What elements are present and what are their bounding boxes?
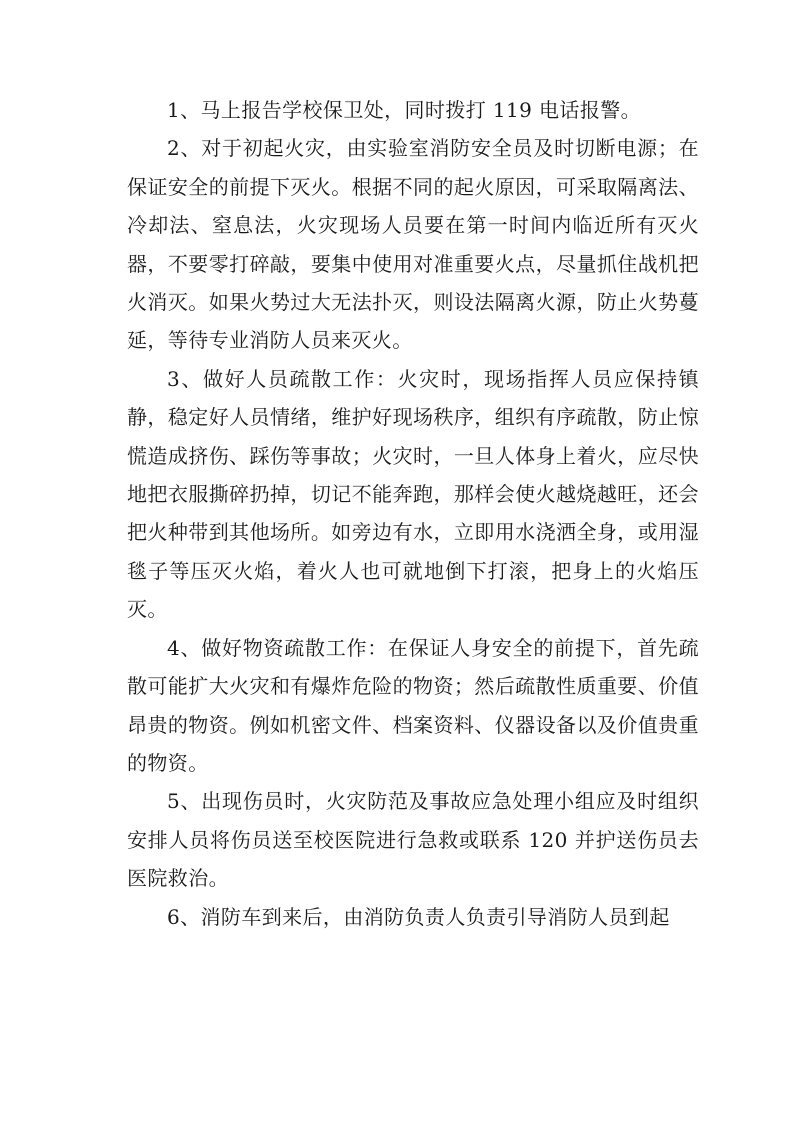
paragraph-6 bbox=[127, 898, 699, 936]
document-body bbox=[127, 91, 699, 936]
paragraph-2 bbox=[127, 129, 699, 359]
paragraph-4 bbox=[127, 629, 699, 783]
paragraph-3 bbox=[127, 360, 699, 629]
paragraph-2-text: 2、对于初起火灾，由实验室消防安全员及时切断电源；在保证安全的前提下灭火。根据不同的起火原因，可采取隔离法、冷却法、窒息法，火灾现场人员要在第一时间内临近所有灭火器，不要零打碎敲，要集中使用对准重要火点，尽量抓住战机把火消灭。如果火势过大无法扑灭，则设法隔离火源，防止火势蔓延，等待专业消防人员来灭火。 bbox=[127, 136, 699, 353]
paragraph-5 bbox=[127, 782, 699, 897]
paragraph-5-text: 5、出现伤员时，火灾防范及事故应急处理小组应及时组织安排人员将伤员送至校医院进行急救或联系 120 并护送伤员去医院救治。 bbox=[127, 789, 699, 891]
paragraph-1-text: 1、马上报告学校保卫处，同时拨打 119 电话报警。 bbox=[167, 98, 642, 122]
paragraph-4-text: 4、做好物资疏散工作：在保证人身安全的前提下，首先疏散可能扩大火灾和有爆炸危险的物资；然后疏散性质重要、价值昂贵的物资。例如机密文件、档案资料、仪器设备以及价值贵重的物资。 bbox=[127, 635, 699, 775]
paragraph-3-text: 3、做好人员疏散工作：火灾时，现场指挥人员应保持镇静，稳定好人员情绪，维护好现场秩序，组织有序疏散，防止惊慌造成挤伤、踩伤等事故；火灾时，一旦人体身上着火，应尽快地把衣服撕碎扔掉，切记不能奔跑，那样会使火越烧越旺，还会把火种带到其他场所。如旁边有水，立即用水浇洒全身，或用湿毯子等压灭火焰，着火人也可就地倒下打滚，把身上的火焰压灭。 bbox=[127, 366, 699, 622]
paragraph-6-text: 6、消防车到来后，由消防负责人负责引导消防人员到起 bbox=[167, 904, 670, 929]
paragraph-1 bbox=[127, 91, 699, 129]
